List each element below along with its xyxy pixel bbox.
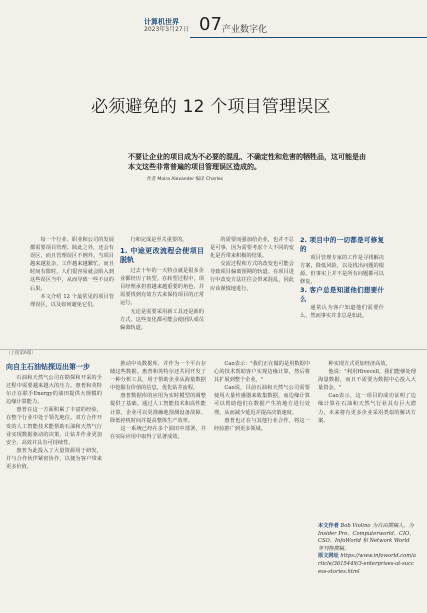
bottom-column-1	[6, 360, 102, 610]
continued-label: （上接第6版）	[6, 351, 36, 356]
top-column-4	[300, 236, 384, 346]
paragraph: 无论是需要采用新工具还是新的方式，这些变化都可能会使团队成员偏离轨道。	[120, 308, 204, 331]
paragraph: 石油和天然气公司在勘探和开采的全过程中需要越来越大的压力。惠普和英特尔正在联手Energy的油田提供大规模的边缘计算能力。	[6, 375, 102, 406]
paragraph: 惠普为此投入了大量资源用于研发，并与合作伙伴紧密协作，以便为客户带来更多价值。	[6, 447, 102, 471]
paragraph: 项目管理专家的工作是寻找解决方案，降低风险，以及找出问题的根源。但事实上并不是所有问题都可以修复。	[300, 255, 384, 286]
top-column-3	[210, 236, 294, 346]
brand-date: 2023年3月27日	[144, 26, 189, 33]
subheading: 1. 中途更改流程会使项目脱轨	[120, 247, 204, 265]
paragraph: 惠普在这一方面积累了丰富的经验，在整个行业中处于领先地位。双方合作开发的人工智能技术能帮助石油和天然气行业实现数据驱动的决策，让钻井作业更加安全、高效并具有可持续性。	[6, 407, 102, 446]
paragraph: 行和完成是至关重要的。	[130, 237, 188, 243]
header-rule	[190, 37, 427, 38]
author-note	[318, 523, 416, 576]
paragraph: 惠普也正在与其他行业合作，将这一经验推广到更多领域。	[214, 417, 310, 432]
paragraph: 他说："利用Hivecell，我们能够处理海量数据，而且不需要为数据中心投入大量资金。"	[318, 369, 416, 392]
paragraph: 推动中央数据库，并作为一个平台存储这些数据。惠普和英特尔还共同开发了一种分析工具，用于帮助企业从海量数据中挖掘有价值的信息，优化钻井流程。	[110, 361, 206, 392]
paragraph: 这一系统已经在多个油田中部署，并在实际应用中取得了显著成效。	[110, 425, 206, 440]
source-link[interactable]: https://www.infoworld.com/article/3615449/3-enterprises-at-success-stories.html	[318, 553, 417, 575]
subheading: 向自主石油钻探迈出第一步	[6, 363, 90, 371]
article-title: 必须避免的 12 个项目管理误区	[91, 97, 331, 117]
article-byline: 作者 Moira Alexander 编译 Charles	[147, 177, 223, 182]
subheading: 2. 项目中的一切都是可修复的	[300, 236, 384, 253]
bottom-column-2	[110, 360, 206, 610]
top-column-1	[30, 236, 114, 346]
paragraph: 种实现方式更加经济高效。	[328, 361, 391, 367]
section-label: 产业数字化	[222, 25, 268, 35]
top-column-2	[120, 236, 204, 346]
page-number: 07	[199, 14, 222, 35]
section-divider	[0, 349, 427, 350]
subheading: 3. 客户总是知道他们想要什么	[300, 286, 384, 304]
paragraph: 的需要而强加给企业，也并不总是可事，因为需要考虑个人不同的变化是否带来积极的结果。	[210, 237, 294, 260]
paragraph: Cao表示："我们正在做的是用数据中心的技术帮助客户实现边缘计算，然后将其扩展到整个企业。"	[214, 361, 310, 384]
paragraph: 交流过程和方式的改变也可能会导致项目偏离预期的轨道。在项目进行中改变方法往往会带来混乱，因此应该谨慎地进行。	[210, 261, 294, 292]
paragraph: 通常认为客户知道他们需要什么，然而事实并非总是如此。	[300, 305, 384, 320]
bottom-column-4	[318, 360, 416, 520]
paragraph: Cao表示，这一项目的成功证明了边缘计算在石油和天然气行业具有巨大潜力，未来将有更多企业采用类似的解决方案。	[318, 393, 416, 424]
author-note-text: Bob Violino 为自由撰稿人，为 Insider Pro、Computerworld、CIO、CSO、InfoWorld 和 Network World 等刊物撰稿。	[318, 523, 415, 552]
page-header	[0, 0, 427, 44]
brand-name: 计算机世界	[144, 18, 179, 26]
publication-brand	[144, 19, 189, 33]
article-lead: 不要让企业的项目成为不必要的混乱、不确定性和危害的牺牲品，这可能是由本文这些非常普遍的项目管理误区造成的。	[128, 153, 366, 171]
paragraph: 过去十年的一大特点就是很多企业都经历了转型。在转型过程中，项目经理承担着越来越重要的角色，并需要找到有效方式来保持项目的正常运行。	[120, 268, 204, 307]
paragraph: 惠普数据库的应用为实时模型的调整提供了基础。通过人工智能技术和高性能计算，企业可以更准确地预测设备故障、降低停机时间并提高整体生产效率。	[110, 393, 206, 424]
paragraph: 每一个行业、职业和公司的发展都需要项目管理。除此之外，还会有误区，而且管理误区不例外。当项目越来越复杂，工作越来越繁忙，而且时间有限时，人们很容易就会陷入到这些误区当中，从而导致一些不良的后果。	[30, 237, 114, 292]
source-label: 原文网址	[318, 553, 339, 560]
paragraph: Cao说，目前石油和天然气公司需要使用大量传感器来收集数据，而边缘计算可以帮助他们在数据产生的地方进行处理，从而减少延迟并提高决策速度。	[214, 385, 310, 416]
paragraph: 本文介绍 12 个最常见的项目管理误区，以及如何避免它们。	[30, 293, 114, 308]
author-note-label: 本文作者	[318, 523, 339, 529]
bottom-column-3	[214, 360, 310, 610]
